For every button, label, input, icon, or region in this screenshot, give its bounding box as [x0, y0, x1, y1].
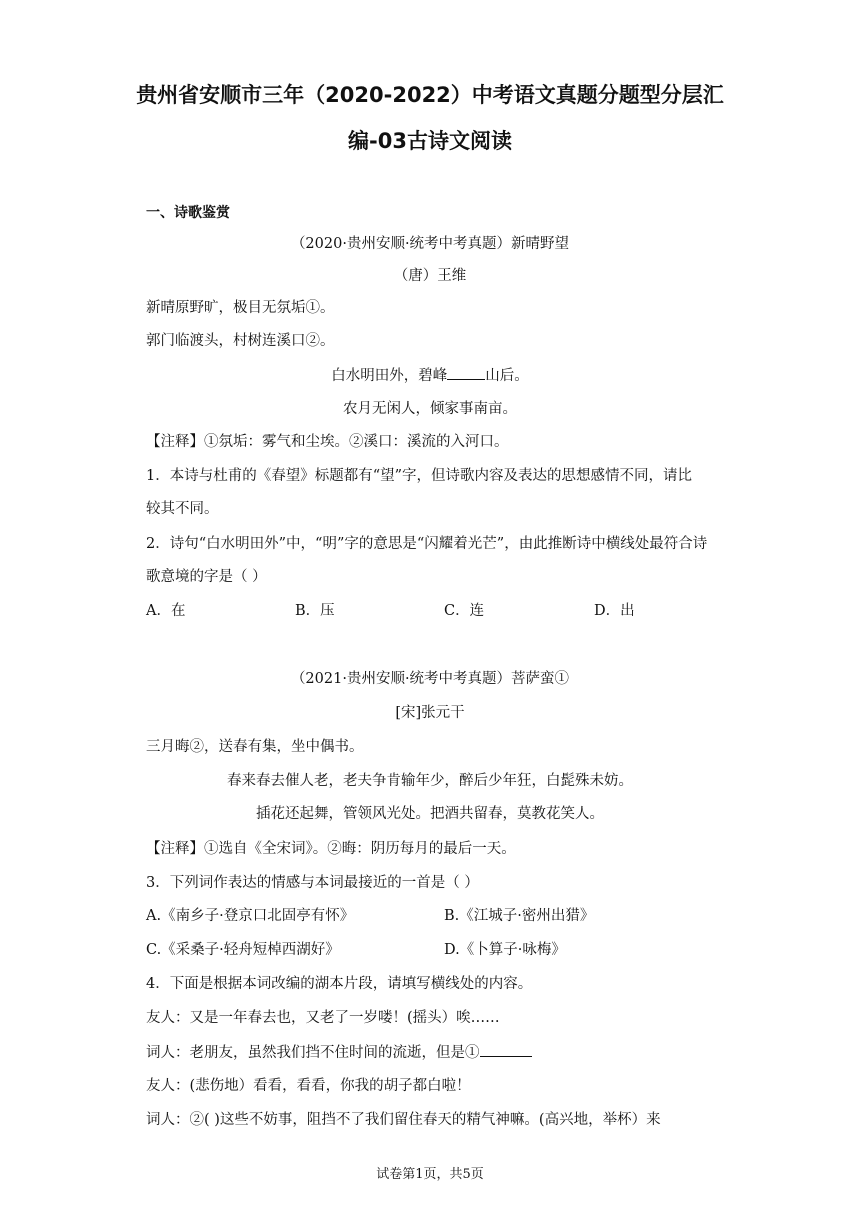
poem1-line1: 新晴原野旷，极目无氛垢①。: [146, 300, 335, 316]
poem2-source: （2021·贵州安顺·统考中考真题）菩萨蛮①: [290, 671, 570, 687]
poem1-line3-before: 白水明田外，碧峰: [331, 368, 448, 384]
poem2-author: [宋]张元干: [395, 705, 465, 721]
question-2-line1: 2．诗句“白水明田外”中，“明”字的意思是“闪耀着光芒”，由此推断诗中横线处最符合诗: [146, 536, 708, 552]
poem1-line4: 农月无闲人，倾家事南亩。: [343, 401, 517, 417]
question-1-line1: 1．本诗与杜甫的《春望》标题都有“望”字，但诗歌内容及表达的思想感情不同，请比: [146, 468, 693, 484]
dialog-line-2: [146, 1042, 532, 1063]
poem2-line2: 插花还起舞，管领风光处。把酒共留春，莫教花笑人。: [256, 806, 604, 822]
dialog-line-4: 词人：②( )这些不妨事，阻挡不了我们留住春天的精气神嘛。(高兴地，举杯）来: [146, 1112, 661, 1128]
question-2-line2: 歌意境的字是（ ）: [146, 569, 267, 585]
dialog-line-1: 友人：又是一年春去也，又老了一岁喽！(摇头）唉……: [146, 1010, 500, 1026]
dialog-line-2-text: 词人：老朋友，虽然我们挡不住时间的流逝，但是①: [146, 1045, 480, 1061]
q2-option-a: A．在: [146, 603, 186, 619]
q2-option-d: D．出: [594, 603, 635, 619]
poem2-note: 【注释】①选自《全宋词》。②晦：阴历每月的最后一天。: [146, 841, 516, 857]
poem-blank: [447, 365, 485, 380]
section-heading: 一、诗歌鉴赏: [146, 205, 230, 221]
poem2-preface: 三月晦②，送春有集，坐中偶书。: [146, 739, 364, 755]
q3-option-d: D.《卜算子·咏梅》: [444, 942, 566, 958]
title-line-1: 贵州省安顺市三年（2020-2022）中考语文真题分题型分层汇: [136, 83, 724, 107]
poem1-note: 【注释】①氛垢：雾气和尘埃。②溪口：溪流的入河口。: [146, 434, 509, 450]
poem1-source: （2020·贵州安顺·统考中考真题）新晴野望: [290, 236, 570, 252]
q3-option-b: B.《江城子·密州出猎》: [444, 908, 595, 924]
q3-option-a: A.《南乡子·登京口北固亭有怀》: [146, 908, 355, 924]
poem1-author: （唐）王维: [393, 268, 467, 284]
answer-blank: [480, 1042, 532, 1057]
document-title: [40, 72, 820, 164]
poem1-line3-after: 山后。: [485, 368, 529, 384]
page-footer: 试卷第1页，共5页: [376, 1167, 484, 1182]
question-3: 3．下列词作表达的情感与本词最接近的一首是（ ）: [146, 875, 479, 891]
poem2-line1: 春来春去催人老，老夫争肯输年少，醉后少年狂，白髭殊未妨。: [227, 773, 633, 789]
q3-option-c: C.《采桑子·轻舟短棹西湖好》: [146, 942, 340, 958]
dialog-line-3: 友人：(悲伤地）看看，看看，你我的胡子都白啦！: [146, 1078, 471, 1094]
q2-option-c: C．连: [444, 603, 485, 619]
title-line-2: 编-03古诗文阅读: [348, 129, 512, 153]
poem1-line3: [0, 365, 860, 386]
poem1-line2: 郭门临渡头，村树连溪口②。: [146, 333, 335, 349]
question-4: 4．下面是根据本词改编的湖本片段，请填写横线处的内容。: [146, 976, 533, 992]
question-1-line2: 较其不同。: [146, 501, 219, 517]
q2-option-b: B．压: [295, 603, 335, 619]
